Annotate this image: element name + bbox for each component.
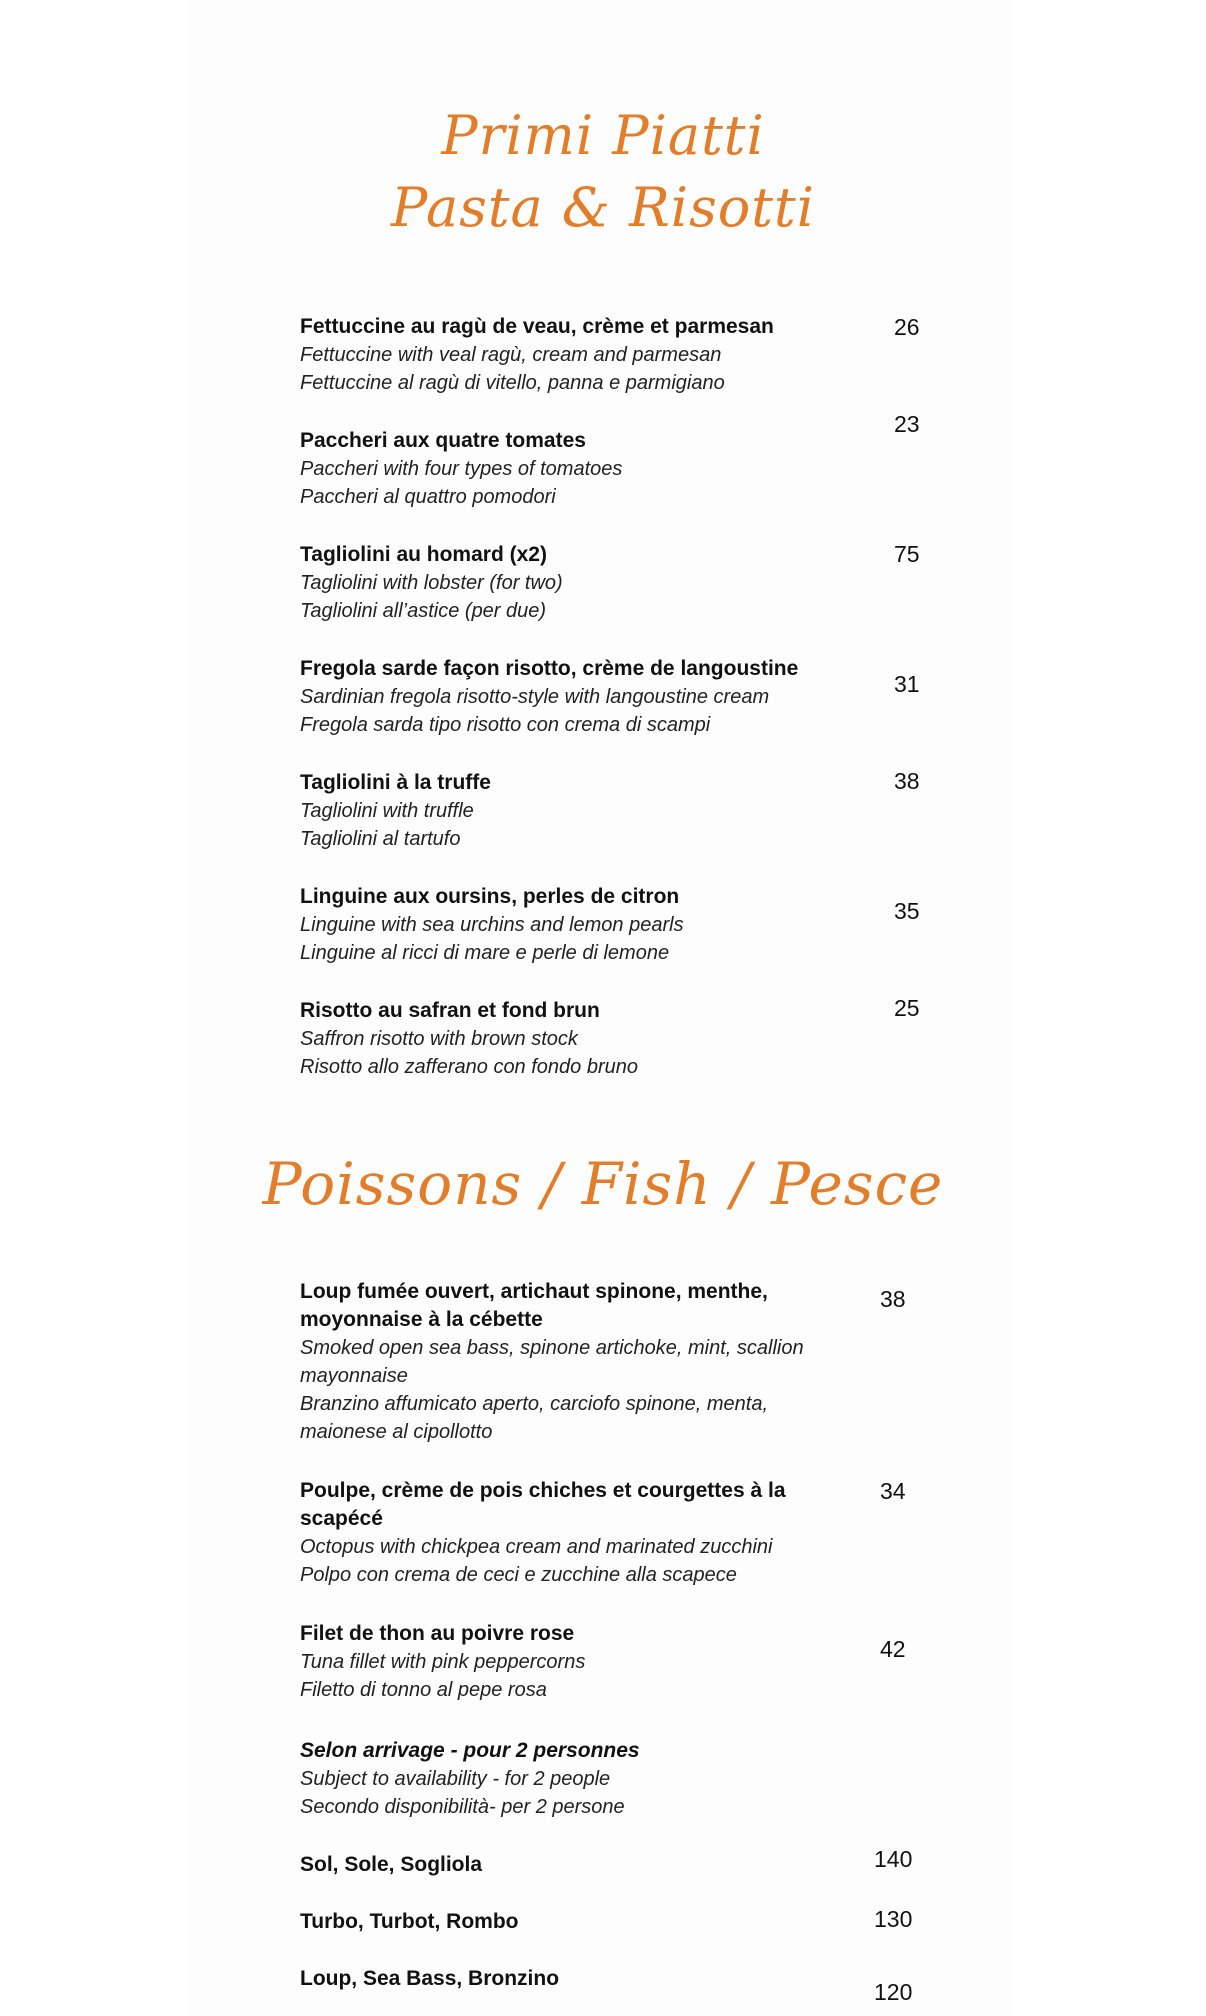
menu-item (300, 1851, 860, 1879)
item-name-en: Sardinian fregola risotto-style with langoustine cream (300, 686, 770, 708)
item-name-fr: Tagliolini au homard (x2) (300, 543, 547, 566)
availability-note-it: Secondo disponibilità- per 2 persone (300, 1796, 625, 1818)
item-price: 38 (880, 1286, 906, 1312)
item-name-fr: Sol, Sole, Sogliola (300, 1853, 483, 1876)
item-name-en-line2: mayonnaise (300, 1365, 408, 1387)
item-price: 42 (880, 1636, 906, 1662)
item-name-fr: Paccheri aux quatre tomates (300, 429, 586, 452)
item-name-en: Tuna fillet with pink peppercorns (300, 1651, 586, 1673)
item-price: 26 (894, 314, 920, 340)
section-title-primi-line1: Primi Piatti (441, 104, 765, 167)
item-name-it: Linguine al ricci di mare e perle di lemone (300, 942, 670, 964)
item-price: 25 (894, 995, 920, 1021)
menu-item (300, 427, 860, 511)
availability-note-en: Subject to availability - for 2 people (300, 1768, 611, 1790)
item-name-it: Paccheri al quattro pomodori (300, 486, 556, 508)
item-name-en: Paccheri with four types of tomatoes (300, 458, 623, 480)
item-price: 35 (894, 898, 920, 924)
item-name-it: Polpo con crema de ceci e zucchine alla scapece (300, 1564, 737, 1586)
item-name-fr: Filet de thon au poivre rose (300, 1622, 575, 1645)
item-name-fr-line1: Poulpe, crème de pois chiches et courgettes à la (300, 1479, 786, 1502)
item-price: 34 (880, 1478, 906, 1504)
menu-item (300, 1477, 860, 1589)
item-price: 31 (894, 671, 920, 697)
item-name-en: Fettuccine with veal ragù, cream and parmesan (300, 344, 722, 366)
item-name-fr: Linguine aux oursins, perles de citron (300, 885, 680, 908)
section-title-poissons: Poissons / Fish / Pesce (262, 1150, 944, 1218)
availability-note (300, 1737, 860, 1821)
item-name-fr-line2: moyonnaise à la cébette (300, 1308, 543, 1331)
item-name-fr: Fregola sarde façon risotto, crème de langoustine (300, 657, 799, 680)
item-price: 75 (894, 541, 920, 567)
item-price: 130 (874, 1906, 913, 1932)
item-name-fr: Fettuccine au ragù de veau, crème et parmesan (300, 315, 774, 338)
item-name-en: Saffron risotto with brown stock (300, 1028, 578, 1050)
item-name-it: Fregola sarda tipo risotto con crema di scampi (300, 714, 711, 736)
menu-item (300, 883, 860, 967)
item-name-it: Risotto allo zafferano con fondo bruno (300, 1056, 638, 1078)
availability-note-fr: Selon arrivage - pour 2 personnes (300, 1739, 640, 1762)
item-name-fr: Loup, Sea Bass, Bronzino (300, 1967, 560, 1990)
item-name-fr: Risotto au safran et fond brun (300, 999, 600, 1022)
item-name-it-line2: maionese al cipollotto (300, 1421, 493, 1443)
item-name-it: Tagliolini al tartufo (300, 828, 461, 850)
item-name-en: Tagliolini with lobster (for two) (300, 572, 563, 594)
menu-item (300, 1278, 860, 1446)
item-price: 140 (874, 1846, 913, 1872)
item-name-it: Filetto di tonno al pepe rosa (300, 1679, 547, 1701)
item-name-fr: Tagliolini à la truffe (300, 771, 491, 794)
menu-item (300, 541, 860, 625)
menu-item (300, 769, 860, 853)
section-title-primi-line2: Pasta & Risotti (391, 176, 815, 239)
menu-item (300, 1908, 860, 1936)
item-price: 120 (874, 1979, 913, 2005)
menu-item (300, 1620, 860, 1704)
menu-item (300, 1965, 860, 1993)
item-name-en: Linguine with sea urchins and lemon pearls (300, 914, 684, 936)
menu-item (300, 997, 860, 1081)
item-name-fr: Turbo, Turbot, Rombo (300, 1910, 519, 1933)
item-name-fr-line2: scapécé (300, 1507, 383, 1530)
item-name-en: Octopus with chickpea cream and marinated zucchini (300, 1536, 773, 1558)
item-name-it: Fettuccine al ragù di vitello, panna e parmigiano (300, 372, 725, 394)
menu-item (300, 655, 860, 739)
item-price: 23 (894, 411, 920, 437)
item-name-fr-line1: Loup fumée ouvert, artichaut spinone, menthe, (300, 1280, 768, 1303)
item-name-en: Tagliolini with truffle (300, 800, 474, 822)
item-name-it: Tagliolini all’astice (per due) (300, 600, 547, 622)
item-name-it-line1: Branzino affumicato aperto, carciofo spinone, menta, (300, 1393, 769, 1415)
item-price: 38 (894, 768, 920, 794)
item-name-en-line1: Smoked open sea bass, spinone artichoke, mint, scallion (300, 1337, 804, 1359)
menu-item (300, 313, 860, 397)
